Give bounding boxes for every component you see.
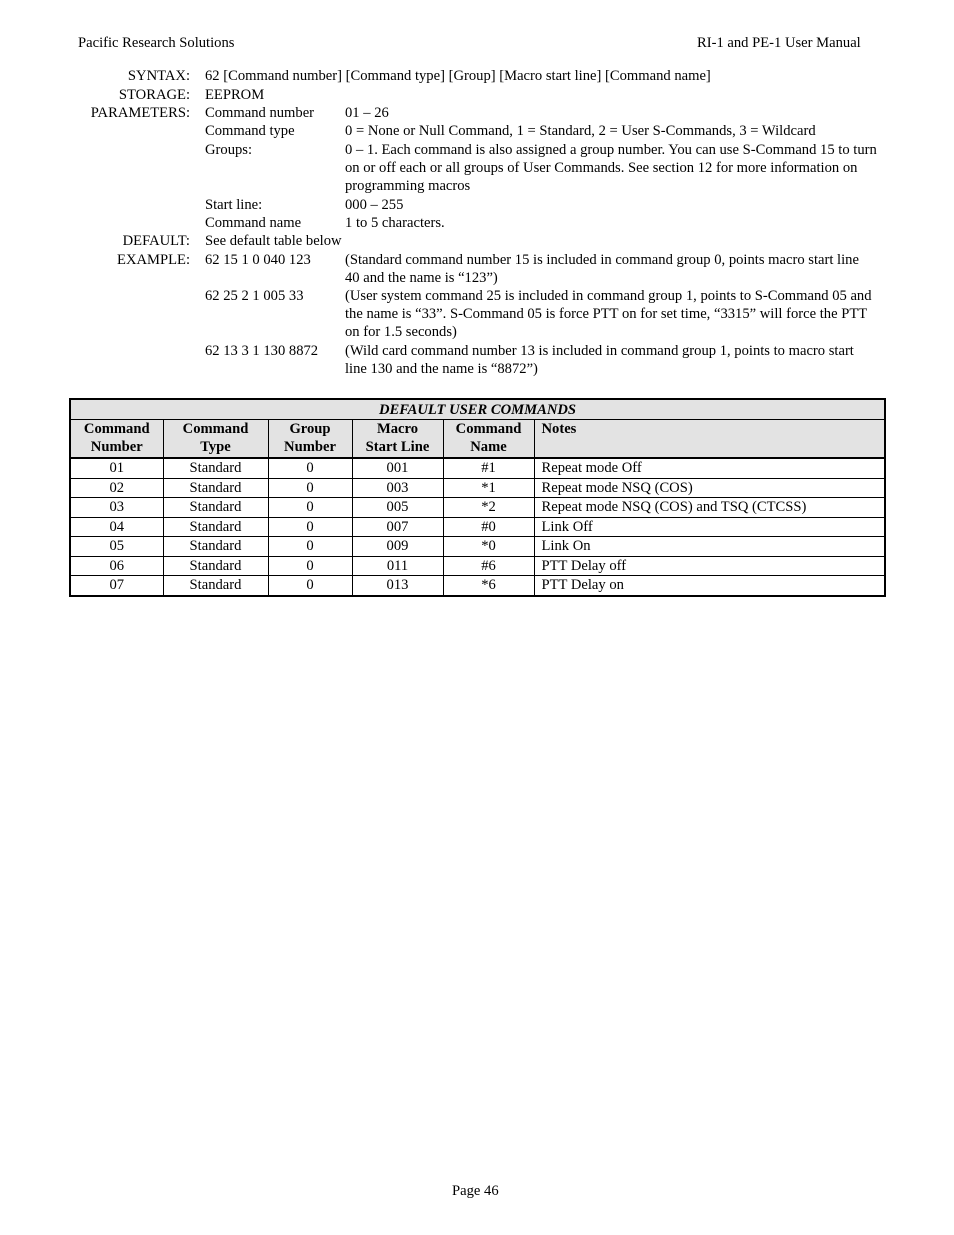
table-cell: *2 (443, 498, 534, 518)
example-desc: (User system command 25 is included in command group 1, points to S-Command 05 and the name is “33”. S-Command 05 is force PTT on for set time, “3315” will force the PTT on for 1.5 seconds) (345, 288, 872, 340)
table-row (70, 498, 885, 518)
default-user-commands-table (69, 398, 886, 597)
example-desc: (Standard command number 15 is included in command group 0, points macro start line 40 and the name is “123”) (345, 252, 859, 286)
table-cell: 013 (352, 576, 443, 596)
column-header: Command Type (163, 420, 268, 459)
table-cell: #0 (443, 517, 534, 537)
table-row (70, 537, 885, 557)
example-desc: (Wild card command number 13 is included in command group 1, points to macro start line 130 and the name is “8872”) (345, 343, 854, 377)
table-cell: 005 (352, 498, 443, 518)
param-name: Command number (205, 105, 315, 121)
table-row (70, 576, 885, 596)
storage-label: STORAGE: (118, 87, 190, 103)
table-cell: PTT Delay on (534, 576, 885, 596)
table-cell: 04 (70, 517, 163, 537)
table-header-row (70, 420, 885, 459)
table-cell: Link On (534, 537, 885, 557)
table-cell: Standard (163, 576, 268, 596)
table-cell: 011 (352, 556, 443, 576)
column-header: Notes (534, 420, 885, 459)
table-cell: 0 (268, 478, 352, 498)
table-cell: *6 (443, 576, 534, 596)
table-cell: #1 (443, 458, 534, 478)
example-code: 62 15 1 0 040 123 (205, 252, 311, 268)
table-cell: Repeat mode NSQ (COS) and TSQ (CTCSS) (534, 498, 885, 518)
table-row (70, 556, 885, 576)
table-cell: Standard (163, 498, 268, 518)
table-cell: Standard (163, 556, 268, 576)
example-code: 62 25 2 1 005 33 (205, 288, 304, 304)
table-cell: 0 (268, 517, 352, 537)
syntax-label: SYNTAX: (127, 68, 190, 84)
table-cell: 0 (268, 537, 352, 557)
param-name: Groups: (205, 142, 253, 158)
example-code: 62 13 3 1 130 8872 (205, 343, 319, 359)
table-cell: 01 (70, 458, 163, 478)
table-cell: Standard (163, 517, 268, 537)
table-title: DEFAULT USER COMMANDS (70, 399, 885, 420)
param-desc: 0 = None or Null Command, 1 = Standard, 2 = User S-Commands, 3 = Wildcard (345, 123, 816, 139)
table-cell: 02 (70, 478, 163, 498)
header-right-title: RI-1 and PE-1 User Manual (697, 35, 861, 51)
table-cell: *0 (443, 537, 534, 557)
table-cell: PTT Delay off (534, 556, 885, 576)
default-value: See default table below (205, 233, 342, 249)
table-cell: Repeat mode NSQ (COS) (534, 478, 885, 498)
table-cell: 0 (268, 556, 352, 576)
table-cell: Link Off (534, 517, 885, 537)
param-name: Command name (205, 215, 302, 231)
param-desc: 1 to 5 characters. (345, 215, 445, 231)
table-cell: 0 (268, 498, 352, 518)
table-cell: 06 (70, 556, 163, 576)
storage-value: EEPROM (205, 87, 265, 103)
table-cell: 009 (352, 537, 443, 557)
table-cell: Standard (163, 458, 268, 478)
table-row (70, 478, 885, 498)
example-label: EXAMPLE: (117, 252, 190, 268)
table-cell: 0 (268, 576, 352, 596)
column-header: Command Name (443, 420, 534, 459)
table-cell: Repeat mode Off (534, 458, 885, 478)
param-desc: 0 – 1. Each command is also assigned a group number. You can use S-Command 15 to turn on or off each or all groups of User Commands. See section 12 for more information on programming macros (345, 142, 877, 194)
table-cell: *1 (443, 478, 534, 498)
header-left-title: Pacific Research Solutions (78, 35, 235, 51)
syntax-value: 62 [Command number] [Command type] [Group] [Macro start line] [Command name] (205, 68, 711, 84)
table-cell: 0 (268, 458, 352, 478)
page-number: Page 46 (452, 1183, 499, 1199)
table-cell: 03 (70, 498, 163, 518)
param-name: Command type (205, 123, 295, 139)
column-header: Command Number (70, 420, 163, 459)
table-cell: 003 (352, 478, 443, 498)
param-name: Start line: (205, 197, 263, 213)
column-header: Group Number (268, 420, 352, 459)
parameters-label: PARAMETERS: (90, 105, 190, 121)
table-row (70, 458, 885, 478)
param-desc: 01 – 26 (345, 105, 389, 121)
param-desc: 000 – 255 (345, 197, 404, 213)
table-cell: 001 (352, 458, 443, 478)
table-cell: Standard (163, 478, 268, 498)
table-cell: 007 (352, 517, 443, 537)
default-label: DEFAULT: (122, 233, 190, 249)
table-cell: Standard (163, 537, 268, 557)
table-cell: 07 (70, 576, 163, 596)
table-row (70, 517, 885, 537)
table-cell: #6 (443, 556, 534, 576)
column-header: Macro Start Line (352, 420, 443, 459)
table-cell: 05 (70, 537, 163, 557)
